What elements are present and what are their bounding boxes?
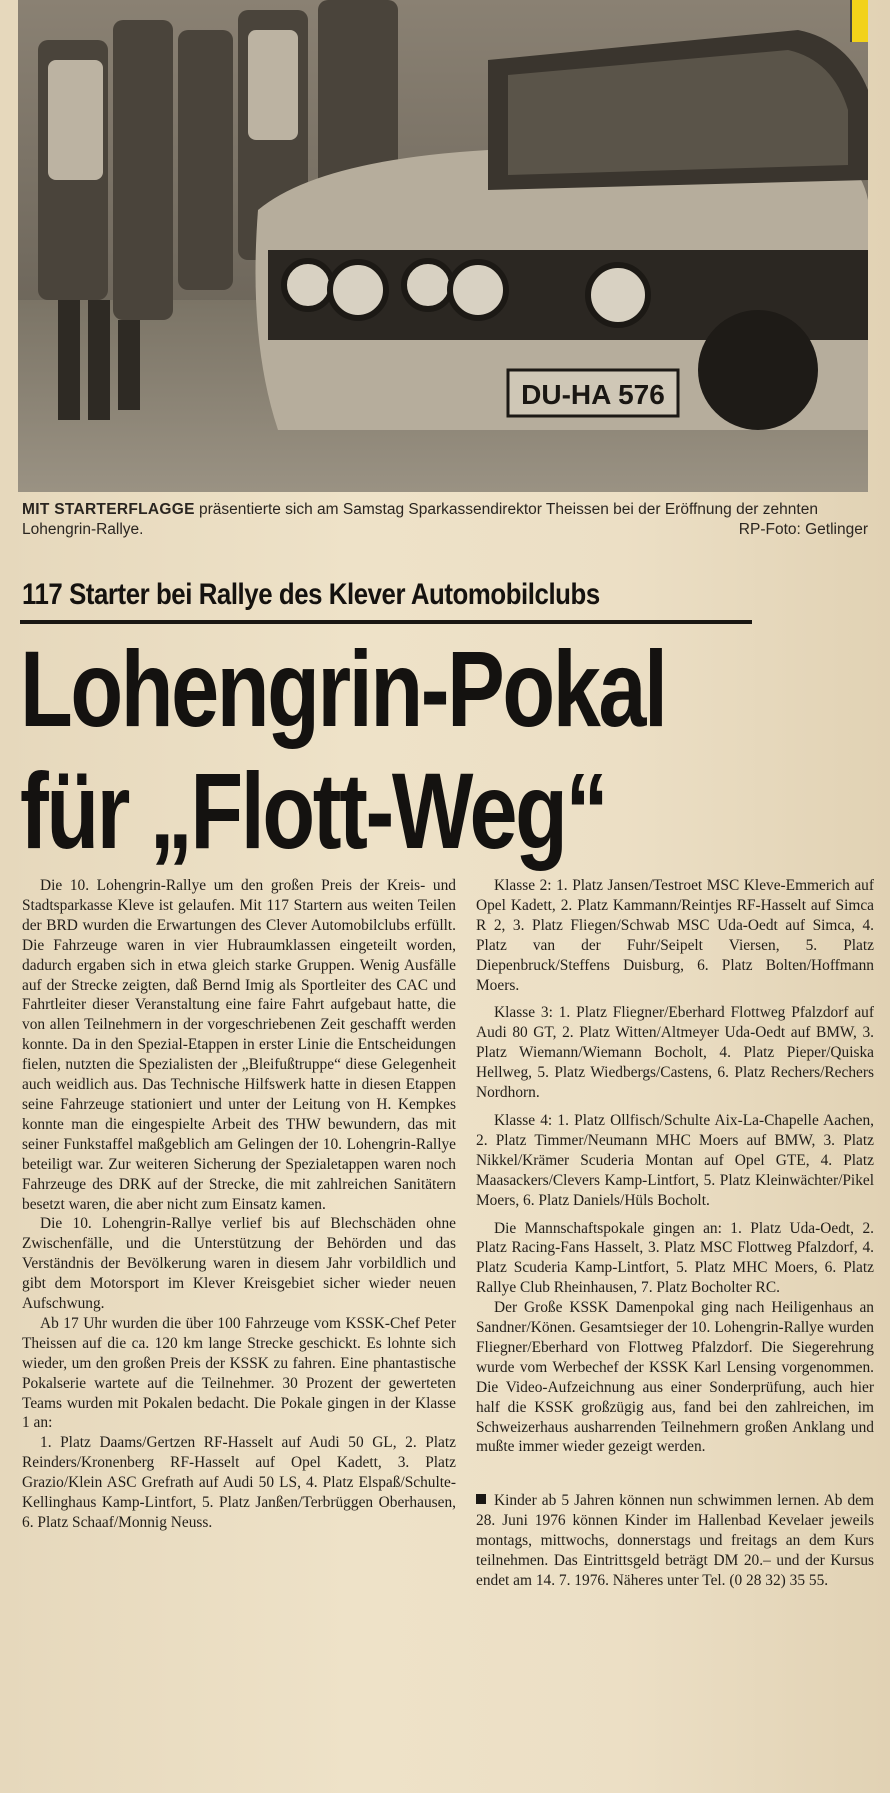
kicker-rule <box>20 620 752 624</box>
paragraph: Klasse 3: 1. Platz Fliegner/Eberhard Flottweg Pfalzdorf auf Audi 80 GT, 2. Platz Witten/Altmeyer Uda-Oedt auf BMW, 3. Platz Wiemann/Wiemann Bocholt, 4. Platz Pieper/Quiska Hellweg, 5. Platz Wiedbergs/Castens, 6. Platz Rechers/Rechers Nordhorn. <box>476 1004 874 1102</box>
caption-text: präsentierte sich am Samstag Sparkassendirektor Theissen bei der Eröffnung der zehnten Lohengrin-Rallye. <box>22 501 818 538</box>
paragraph: Die Mannschaftspokale gingen an: 1. Platz Uda-Oedt, 2. Platz Racing-Fans Hasselt, 3. Platz MSC Flottweg Pfalzdorf, 4. Platz Scuderia Kamp-Lintfort, 5. Platz MHC Moers, 6. Platz Rallye Club Rheinhausen, 7. Platz Bocholter RC. <box>476 1219 874 1297</box>
rally-car-photo <box>18 0 868 492</box>
bullet-square-icon <box>476 1494 486 1504</box>
photo-credit: RP-Foto: Getlinger <box>738 521 868 538</box>
photo-illustration <box>18 0 868 492</box>
notice-text: Kinder ab 5 Jahren können nun schwimmen lernen. Ab dem 28. Juni 1976 können Kinder im Hallenbad Kevelaer jeweils montags, mittwochs, donnerstags und freitags an dem Kurs teilnehmen. Das Eintrittsgeld beträgt DM 20.– und der Kursus endet am 14. 7. 1976. Näheres unter Tel. (0 28 32) 35 55. <box>476 1492 874 1589</box>
paragraph: Klasse 2: 1. Platz Jansen/Testroet MSC Kleve-Emmerich auf Opel Kadett, 2. Platz Kammann/Reintjes RF-Hasselt auf Simca R 2, 3. Platz Fliegen/Schwab MSC Uda-Oedt auf Simca, 4. Platz van der Fuhr/Seipelt Viersen, 5. Platz Diepenbruck/Steffens Duisburg, 6. Platz Bolten/Hoffmann Moers. <box>476 877 874 994</box>
swim-course-notice <box>476 1491 874 1591</box>
headline-line-2: für „Flott-Weg“ <box>20 750 607 871</box>
photo-caption <box>22 500 868 540</box>
headline-line-1: Lohengrin-Pokal <box>20 628 666 749</box>
article-column-left <box>22 876 456 1533</box>
kicker-headline: 117 Starter bei Rallye des Klever Automobilclubs <box>22 578 600 611</box>
article-column-right <box>476 876 874 1591</box>
paragraph: Die 10. Lohengrin-Rallye verlief bis auf Blechschäden ohne Zwischenfälle, und die Unterstützung der Behörden und das Verständnis der Bevölkerung waren in diesem Jahr vorbildlich und gibt dem Motorsport im Klever Kreisgebiet sicher wieder neuen Aufschwung. <box>22 1215 456 1313</box>
paragraph: 1. Platz Daams/Gertzen RF-Hasselt auf Audi 50 GL, 2. Platz Reinders/Kronenberg RF-Hasselt auf Opel Kadett, 3. Platz Grazio/Klein ASC Grefrath auf Audi 50 LS, 4. Platz Elspaß/Schulte-Kellinghaus Kamp-Lintfort, 5. Platz Janßen/Terbrüggen Oberhausen, 6. Platz Schaaf/Monnig Neuss. <box>22 1434 456 1531</box>
license-plate: DU-HA 576 <box>521 379 665 410</box>
paragraph: Ab 17 Uhr wurden die über 100 Fahrzeuge vom KSSK-Chef Peter Theissen auf die ca. 120 km lange Strecke geschickt. Es lohnte sich wieder, um den großen Preis der KSSK zu fahren. Eine phantastische Pokalserie wartete auf die Teilnehmer. 30 Prozent der gewerteten Teams wurden mit Pokalen bedacht. Die Pokale gingen in der Klasse 1 an: <box>22 1314 456 1432</box>
paragraph: Klasse 4: 1. Platz Ollfisch/Schulte Aix-La-Chapelle Aachen, 2. Platz Timmer/Neumann MHC Moers auf BMW, 3. Platz Nikkel/Krämer Scuderia Montan auf Opel GTE, 4. Platz Maasackers/Clevers Kamp-Lintfort, 5. Platz Kleinwächter/Pikel Moers, 6. Platz Daniels/Hüls Bocholt. <box>476 1111 874 1209</box>
paragraph: Der Große KSSK Damenpokal ging nach Heiligenhaus an Sandner/Könen. Gesamtsieger der 10. Lohengrin-Rallye wurden Fliegner/Eberhard von Flottweg Pfalzdorf. Die Siegerehrung wurde vom Werbechef der KSSK Karl Lensing vorgenommen. Die Video-Aufzeichnung aus einer Sonderprüfung, auch hier half die KSSK großzügig aus, fand bei den zahlreichen, im Schweizerhaus ausharrenden Teilnehmern großen Anklang und mußte immer wieder gezeigt werden. <box>476 1299 874 1456</box>
paragraph: Die 10. Lohengrin-Rallye um den großen Preis der Kreis- und Stadtsparkasse Kleve ist gelaufen. Mit 117 Startern aus weiten Teilen der BRD wurden die Erwartungen des Clever Automobilclubs erfüllt. Die Fahrzeuge waren in vier Hubraumklassen eingeteilt worden, dadurch ergaben sich in etwa gleich starke Gruppen. Wenig Ausfälle auf der Strecke zeigten, daß Bernd Imig als Sportleiter des CAC und Fahrtleiter dieser Veranstaltung eine faire Fahrt aufgebaut hatte, die von allen Teilnehmern in der vorgeschriebenen Zeit geschafft werden konnte. Da in den Spezial-Etappen in erster Linie die Entscheidungen fielen, nutzten die Spezialisten der „Bleifußtruppe“ diese Gelegenheit auch weidlich aus. Das Technische Hilfswerk hatte in diesen Etappen seine Fahrzeuge stationiert und unter der Leitung von H. Kempkes konnte man die eingespielte Arbeit des THW bewundern, das mit seiner Funkstaffel maßgeblich am Gelingen der 10. Lohengrin-Rallye beteiligt war. Zur weiteren Sicherung der Spezialetappen waren noch Fahrzeuge des DRK auf der Strecke, die mit zahlreichen Sanitätern besetzt waren, die aber nicht zum Einsatz kamen. <box>22 877 456 1213</box>
caption-lead: MIT STARTERFLAGGE <box>22 501 195 518</box>
corner-marker <box>850 0 868 42</box>
